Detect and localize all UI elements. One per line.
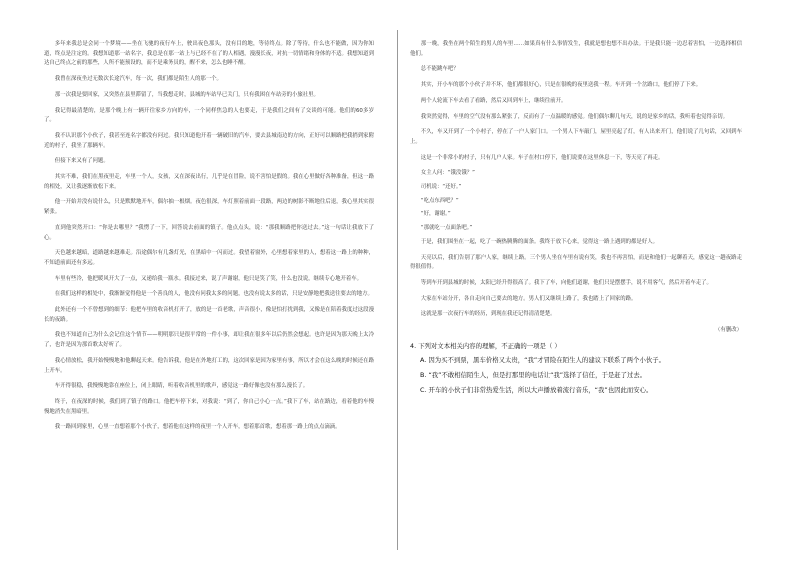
answer-option-c[interactable]: C. 开车的小伙子们非常热爱生活，所以大声播放着流行音乐，“我”也因此而安心。 xyxy=(420,386,653,395)
passage-paragraph: 等到车开到县城的时候，太阳已经升得很高了。我下了车，向他们道谢，他们只是摆摆手，说不用客气，然后开着车走了。 xyxy=(420,279,712,286)
right-column xyxy=(410,40,742,400)
dialog-line: “好，谢谢。” xyxy=(420,211,451,218)
dialog-line: 女主人问：“饿没饿？” xyxy=(420,170,475,177)
passage-paragraph: 总不能跳车吧？ xyxy=(420,66,459,73)
passage-paragraph: 这就是那一次夜行车的经历，到现在我还记得清清楚楚。 xyxy=(420,311,556,318)
passage-paragraph: 我不认识那个小伙子，我甚至连名字都没有问过。我只知道他开着一辆破旧的汽车，要去县城南边的方向，正好可以顺路把我捎到家附近的村子，我坐了那辆车。 xyxy=(44,132,374,149)
passage-paragraph: 我心情放松，我开始慢慢地和他聊起天来。他告诉我，他是在外地打工的，这次回家是因为家里有事，所以才会在这么晚的时候还在路上开车。 xyxy=(44,357,374,374)
answer-option-b[interactable]: B. “我”不敢相信陌生人，但是打那里的电话让“我”选择了信任，于是赶了过去。 xyxy=(420,371,647,380)
dialog-line: “吃点东西吧？” xyxy=(420,197,459,204)
passage-paragraph: 此外还有一个不曾想到的细节：他把车里的收音机打开了，放的是一首老歌，声音很小，像是怕打扰到我，又像是在陪着我度过这段漫长的夜路。 xyxy=(44,307,374,323)
passage-paragraph: 那一晚，我坐在两个陌生的男人的车里……如果真有什么事情发生，我就是想也想不出办法。于是我只能一边忍着害怕，一边选择相信他们。 xyxy=(410,41,742,57)
passage-paragraph: 他一开始并没有说什么，只是默默地开车，偶尔抽一根烟。夜色很深，车灯照着前面一段路，两边的树影不断地往后退，我心里其实很紧张。 xyxy=(44,199,374,216)
passage-paragraph: 我也不知道自己为什么会记住这个情节——明明那只是很平常的一件小事，却让我在很多年以后仍然会想起。也许是因为那天晚上太冷了，也许是因为那首歌太好听了。 xyxy=(44,332,374,349)
passage-paragraph: 我曾在深夜坐过无数次长途汽车，每一次，我们都是陌生人的那一个。 xyxy=(54,76,222,83)
passage-paragraph: 于是，我们围坐在一起，吃了一碗热腾腾的面条。我终于放下心来，觉得这一路上遇到的都是好人。 xyxy=(420,238,658,245)
passage-paragraph: 两个人轮流下车去看了看路，然后又回到车上，继续往前开。 xyxy=(420,97,567,104)
passage-paragraph: 直到他突然开口：“你是去哪里？”我愣了一下，回答说去前面的镇子。他点点头，说：“那我顺路把你送过去。”这一句话让我放下了心。 xyxy=(44,224,374,241)
dialog-line: “那就吃一点面条吧。” xyxy=(420,225,473,232)
passage-paragraph: 其实，开小车的那个小伙子并不坏，他们都很好心，只是在很晚的夜里送我一程。车开到一个岔路口，他们停了下来。 xyxy=(420,82,702,89)
passage-paragraph: 车开得很稳，我慢慢地靠在座位上，闭上眼睛，听着收音机里的歌声，感觉这一路好像也没有那么漫长了。 xyxy=(54,383,309,390)
passage-paragraph: 在我们这样的相处中，我渐渐觉得他是一个善良的人，他没有问我太多的问题，也没有说太多的话，只是安静地把我送往要去的地方。 xyxy=(54,291,373,298)
dialog-line: 司机说：“还好。” xyxy=(420,184,462,191)
passage-paragraph: 多年来我总是会同一个梦境——坐在飞驰的夜行车上，驶出夜色那头，没有目的地，等待终点。除了等待，什么也不能做，因为你知道，终点是注定的。我想知道那一站名字，我总是在那一站上与已经不在了的人相遇，漫漫长夜，对抗一切情绪和身体的不适。我想知道到达自己终点之前的那些，人所不能预设的，而不是乘务员的，醒不来，怎么也睡不醒。 xyxy=(44,41,374,67)
passage-paragraph: 不久，车又开到了一个小村子，停在了一户人家门口。一个男人下车敲门，屋里亮起了灯，有人出来开门，他们说了几句话，又回到车上。 xyxy=(410,129,742,145)
passage-paragraph: 我一路回到家里，心里一直想着那个小伙子，想着他在这样的夜里一个人开车，想着那首歌，想着那一路上的点点滴滴。 xyxy=(54,424,341,431)
passage-paragraph: 我记得最清楚的，是那个晚上有一辆开往家乡方向的车，一个同样焦急的人也要走，于是我们之间有了交谈的可能。他们的60多岁了。 xyxy=(44,107,374,124)
passage-paragraph: 这是一个非常小的村子，只有几户人家。车子在村口停下，他们说要在这里休息一下，等天亮了再走。 xyxy=(420,154,664,161)
passage-paragraph: 天色越来越暗，道路越来越难走。沿途偶尔有几盏灯光，在黑暗中一闪而过。我望着窗外，心里想着家里的人，想着这一路上的种种，不知道前面还有多远。 xyxy=(44,250,374,266)
passage-paragraph: 大家在车站分开，各自走向自己要去的地方。男人们又继续上路了，我也踏上了回家的路。 xyxy=(420,295,637,302)
passage-paragraph: 天亮以后，我们告别了那户人家，继续上路。三个男人坐在车里有说有笑，我也不再害怕，而是和他们一起聊着天，感觉这一趟夜路走得很值得。 xyxy=(410,254,742,271)
column-divider xyxy=(397,30,398,550)
passage-paragraph: 但接下来又有了问题。 xyxy=(54,158,109,165)
passage-paragraph: 我突然觉得，车里的空气没有那么紧张了，反而有了一点温暖的感觉。他们偶尔聊几句天，说的是家乡的话，我听着也觉得亲切。 xyxy=(420,113,729,120)
passage-paragraph: 其实不难，我们在黑夜里走，车里一个人，女孩，又在深夜出行，几乎是在冒险，说不害怕是假的。我在心里做好各种准备，但这一路的相处，又让我逐渐放松下来。 xyxy=(44,174,374,190)
passage-paragraph: 车里有些冷，他把暖风开大了一点，又递给我一瓶水。我接过来，说了声谢谢，他只是笑了笑，什么也没说，继续专心地开着车。 xyxy=(54,275,363,282)
question-stem: 4. 下列对文本相关内容的理解，不正确的一项是（ ） xyxy=(410,342,561,351)
answer-option-a[interactable]: A. 因为买不到票，黑车价格又太贵，“我”才冒险在陌生人的建议下联系了两个小伙子。 xyxy=(420,356,666,365)
passage-paragraph: 那一次我是要回家，又突然在县里滞留了，当我想走时，县城的车站早已关门，只有我困在车站旁的小旅社里。 xyxy=(54,91,319,98)
left-column xyxy=(44,40,374,439)
source-note: （有删改） xyxy=(715,327,742,334)
passage-paragraph: 终于，在夜深的时候，我们到了镇子的路口。他把车停下来，对我说：“到了，你自己小心一点。”我下了车，站在路边，看着他的车慢慢地消失在黑暗里。 xyxy=(44,398,374,415)
